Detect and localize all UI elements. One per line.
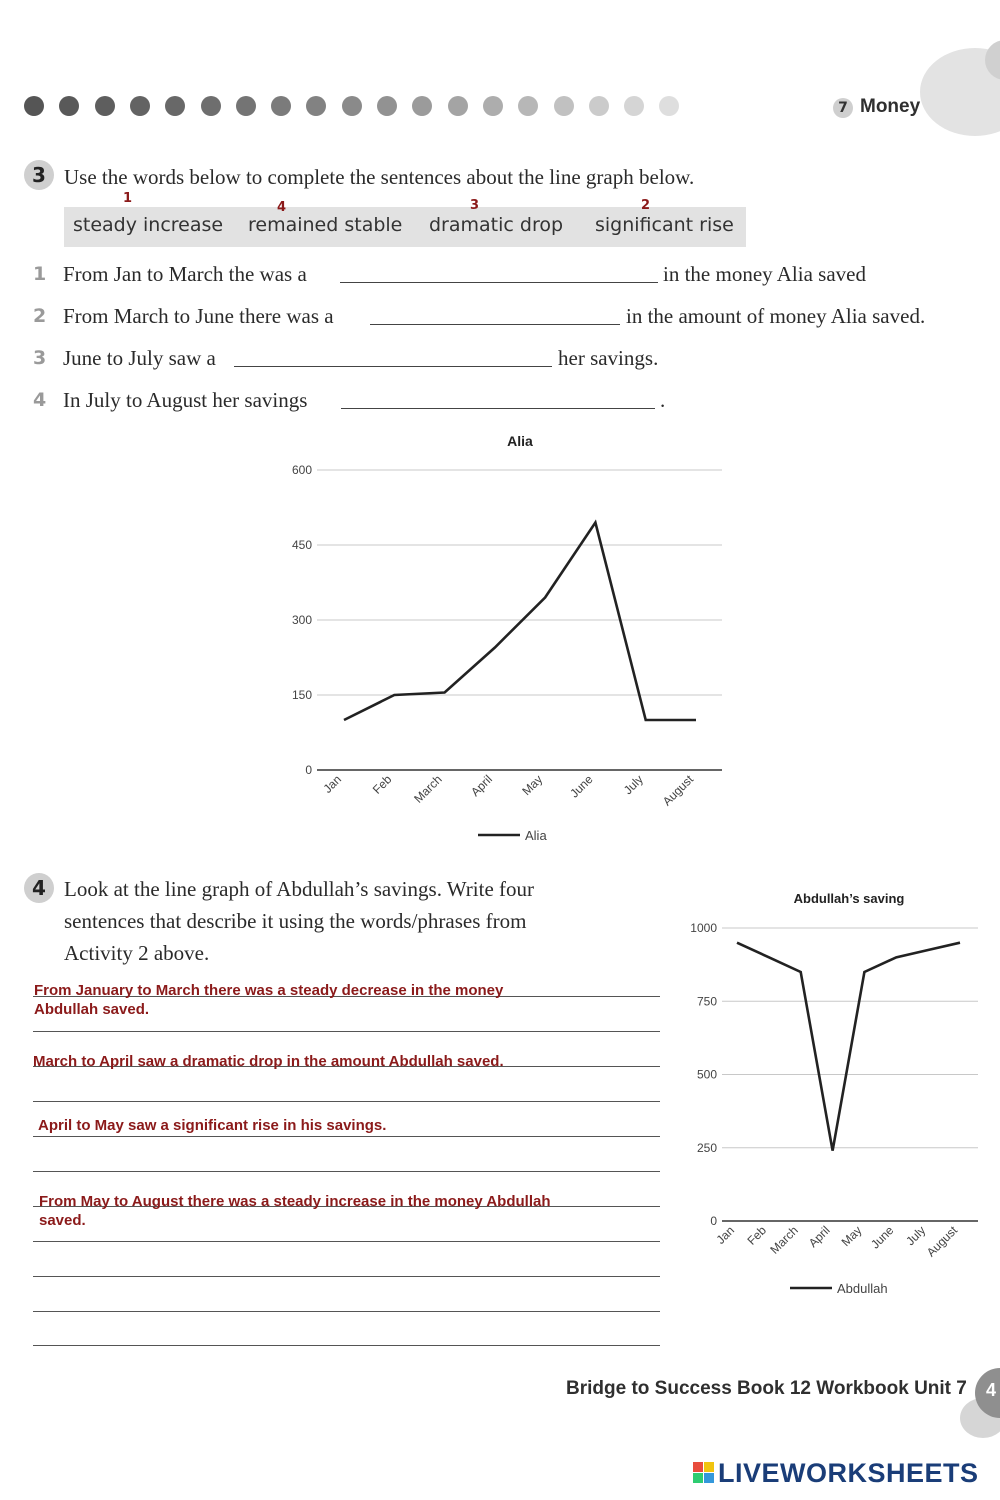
logo-square [693, 1462, 703, 1472]
abdullah-line-chart [676, 880, 988, 1305]
liveworksheets-brand: LIVEWORKSHEETS [718, 1458, 979, 1488]
legend-label: Abdullah [837, 1281, 888, 1296]
word-mark: 3 [470, 198, 480, 213]
progress-dot [201, 96, 221, 116]
x-tick-label: Jan [713, 1223, 738, 1247]
writing-line [33, 1311, 660, 1312]
answer-line: From May to August there was a steady increase in the money Abdullah [39, 1193, 551, 1210]
x-tick-label: March [767, 1223, 801, 1257]
y-tick-label: 500 [696, 1067, 717, 1082]
y-tick-label: 750 [696, 994, 717, 1009]
progress-dot [554, 96, 574, 116]
progress-dot [518, 96, 538, 116]
progress-dot [130, 96, 150, 116]
x-tick-label: July [903, 1223, 929, 1249]
y-tick-label: 0 [710, 1214, 717, 1228]
y-tick-label: 1000 [690, 921, 717, 935]
answer-text-field[interactable] [38, 1116, 386, 1135]
x-tick-label: Feb [369, 772, 395, 797]
progress-dot [377, 96, 397, 116]
activity-3-instruction: Use the words below to complete the sentences about the line graph below. [64, 165, 695, 189]
answer-line: April to May saw a significant rise in his savings. [38, 1117, 387, 1134]
activity-4-instruction-line: sentences that describe it using the words/phrases from [64, 909, 527, 933]
answer-line: From January to March there was a steady decrease in the money [34, 982, 504, 999]
progress-dot [306, 96, 326, 116]
progress-dot [95, 96, 115, 116]
answer-line: saved. [39, 1212, 86, 1229]
alia-line-chart [260, 425, 740, 855]
progress-dot [59, 96, 79, 116]
logo-square [704, 1462, 714, 1472]
legend-label: Alia [525, 828, 547, 843]
x-tick-label: Jan [320, 772, 345, 796]
writing-line [33, 1276, 660, 1277]
writing-line [33, 1101, 660, 1102]
sentence-blank-input[interactable] [370, 310, 620, 325]
x-tick-label: April [805, 1223, 833, 1251]
logo-square [704, 1473, 714, 1483]
x-tick-label: August [923, 1223, 961, 1260]
x-tick-label: June [868, 1223, 897, 1252]
sentence-text: From Jan to March the was a [63, 262, 307, 286]
x-tick-label: June [567, 772, 596, 801]
sentence-blank-input[interactable] [234, 352, 552, 367]
footer-book-title: Bridge to Success Book 12 Workbook Unit 7 [566, 1378, 967, 1399]
writing-line [33, 1171, 660, 1172]
unit-title: Money [860, 96, 921, 117]
writing-line [33, 1345, 660, 1346]
answer-text-field[interactable] [33, 1052, 504, 1071]
series-line [344, 523, 696, 721]
sentence-text: . [660, 388, 666, 412]
x-tick-label: July [620, 772, 646, 798]
chart-title: Abdullah’s saving [793, 891, 905, 906]
sentence-number: 1 [33, 263, 47, 285]
activity-3-badge: 3 [24, 160, 54, 190]
sentence-text: her savings. [558, 346, 659, 370]
sentence-text: in the money Alia saved [663, 262, 866, 286]
answer-line: March to April saw a dramatic drop in the amount Abdullah saved. [33, 1053, 504, 1070]
sentence-blank-input[interactable] [340, 268, 658, 283]
sentence-blank-input[interactable] [341, 394, 655, 409]
logo-square [693, 1473, 703, 1483]
progress-dot [24, 96, 44, 116]
writing-line [33, 1241, 660, 1242]
y-tick-label: 150 [291, 688, 312, 702]
sentence-number: 2 [33, 305, 47, 327]
answer-text-field[interactable] [34, 981, 503, 1019]
unit-number-badge: 7 [833, 98, 853, 118]
y-tick-label: 0 [305, 763, 312, 777]
y-tick-label: 450 [291, 538, 312, 552]
sentence-text: in the amount of money Alia saved. [626, 304, 926, 328]
sentence-number: 4 [33, 389, 47, 411]
word-mark: 2 [641, 198, 651, 213]
progress-dot [236, 96, 256, 116]
activity-4-instruction-line: Look at the line graph of Abdullah’s savings. Write four [64, 877, 535, 901]
progress-dot [271, 96, 291, 116]
progress-dot [412, 96, 432, 116]
word-bank-item: significant rise [595, 214, 734, 236]
answer-text-field[interactable] [39, 1192, 551, 1230]
y-tick-label: 300 [291, 613, 312, 627]
progress-dot [342, 96, 362, 116]
progress-dot [483, 96, 503, 116]
x-tick-label: May [838, 1223, 865, 1250]
answer-line: Abdullah saved. [34, 1001, 150, 1018]
sentence-text: In July to August her savings [63, 388, 308, 412]
sentence-number: 3 [33, 347, 47, 369]
sentence-text: June to July saw a [63, 346, 216, 370]
progress-dot [448, 96, 468, 116]
writing-line [33, 1136, 660, 1137]
progress-dot [659, 96, 679, 116]
x-tick-label: August [659, 772, 697, 809]
word-bank-item: remained stable [248, 214, 403, 236]
x-tick-label: March [411, 772, 445, 806]
page-number: 4 [986, 1380, 997, 1400]
chart-title: Alia [507, 433, 533, 449]
activity-4-instruction-line: Activity 2 above. [64, 941, 210, 965]
word-bank-item: dramatic drop [429, 214, 564, 236]
sentence-text: From March to June there was a [63, 304, 334, 328]
x-tick-label: Feb [744, 1223, 769, 1248]
progress-dot [624, 96, 644, 116]
writing-line [33, 1031, 660, 1032]
progress-dot [589, 96, 609, 116]
x-tick-label: April [468, 772, 495, 800]
y-tick-label: 250 [696, 1140, 717, 1155]
x-tick-label: May [519, 772, 546, 799]
liveworksheets-logo-icon [693, 1462, 715, 1484]
series-line [737, 943, 960, 1151]
word-bank-item: steady increase [73, 214, 224, 236]
progress-dot [165, 96, 185, 116]
activity-4-badge: 4 [24, 873, 54, 903]
word-mark: 1 [123, 191, 133, 206]
word-mark: 4 [277, 200, 287, 215]
y-tick-label: 600 [291, 463, 312, 477]
